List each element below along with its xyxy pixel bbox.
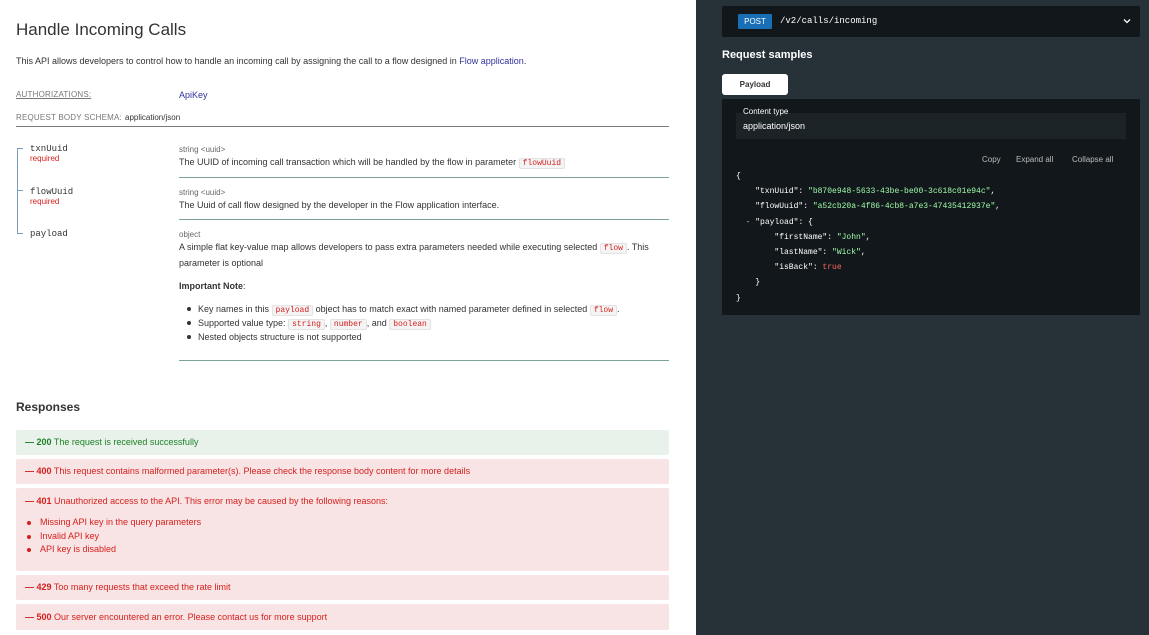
json-string: "John" bbox=[836, 232, 866, 242]
important-note-list bbox=[198, 302, 620, 344]
param-name-txnuuid: txnUuid bbox=[30, 144, 68, 154]
response-code: — 200 bbox=[25, 437, 52, 447]
response-text: Unauthorized access to the API. This error may be caused by the following reasons: bbox=[54, 496, 389, 506]
content-type-value: application/json bbox=[743, 121, 806, 131]
tab-payload[interactable]: Payload bbox=[722, 74, 788, 95]
http-method-badge: POST bbox=[738, 14, 772, 29]
json-brace: } bbox=[755, 278, 761, 288]
list-item bbox=[198, 302, 620, 316]
response-code: — 400 bbox=[25, 466, 52, 476]
list-item bbox=[198, 316, 620, 330]
json-line: "isBack": true bbox=[774, 263, 842, 273]
list-item: Nested objects structure is not supported bbox=[198, 330, 620, 344]
json-line: "firstName": "John", bbox=[774, 232, 871, 242]
required-label: required bbox=[30, 197, 60, 206]
json-string: "b870e948-5633-43be-be00-3c618c01e94c" bbox=[808, 187, 991, 197]
copy-button[interactable]: Copy bbox=[982, 155, 1001, 164]
json-brace: { bbox=[736, 172, 741, 181]
response-code: — 429 bbox=[25, 582, 52, 592]
json-key: "flowUuid" bbox=[755, 202, 804, 212]
response-429[interactable] bbox=[16, 575, 669, 600]
param-description-text: parameter is optional bbox=[179, 258, 264, 268]
json-line bbox=[736, 169, 1000, 184]
inline-code: string bbox=[288, 319, 325, 330]
response-text: Our server encountered an error. Please contact us for more support bbox=[54, 612, 328, 622]
note-text: Key names in this bbox=[198, 304, 272, 314]
param-description bbox=[179, 240, 669, 270]
param-divider bbox=[179, 219, 669, 220]
param-description-text: A simple flat key-value map allows developers to pass extra parameters needed while executing selected bbox=[179, 242, 600, 252]
inline-code: flow bbox=[600, 243, 627, 254]
content-type-label: Content type bbox=[743, 107, 789, 116]
responses-title: Responses bbox=[16, 400, 81, 414]
json-key: "txnUuid" bbox=[755, 187, 799, 197]
response-code: — 500 bbox=[25, 612, 52, 622]
json-key: "lastName" bbox=[774, 248, 823, 258]
json-line: "lastName": "Wick", bbox=[774, 248, 866, 258]
required-label: required bbox=[30, 154, 60, 163]
collapse-all-button[interactable]: Collapse all bbox=[1072, 155, 1114, 164]
response-401-reasons bbox=[40, 516, 201, 557]
json-line: "txnUuid": "b870e948-5633-43be-be00-3c618c01e94c", bbox=[755, 187, 996, 197]
note-text: , bbox=[324, 318, 330, 328]
page-title: Handle Incoming Calls bbox=[16, 20, 187, 39]
json-line: - "payload": { bbox=[745, 217, 813, 227]
request-sample-box bbox=[722, 99, 1140, 315]
response-text: The request is received successfully bbox=[53, 437, 199, 447]
json-boolean: true bbox=[822, 263, 842, 273]
json-key: "firstName" bbox=[774, 232, 828, 242]
param-type: string <uuid> bbox=[179, 188, 226, 197]
json-key: "payload" bbox=[755, 217, 799, 227]
inline-code: flow bbox=[590, 305, 617, 316]
param-description bbox=[179, 155, 669, 171]
note-text: . bbox=[617, 304, 620, 314]
param-description-text: . This bbox=[626, 242, 649, 252]
endpoint-toggle[interactable] bbox=[722, 6, 1140, 37]
response-400[interactable] bbox=[16, 459, 669, 484]
inline-code: payload bbox=[272, 305, 314, 316]
response-500[interactable] bbox=[16, 604, 669, 630]
param-divider bbox=[179, 360, 669, 361]
param-description: The Uuid of call flow designed by the developer in the Flow application interface. bbox=[179, 200, 500, 210]
divider bbox=[16, 126, 669, 127]
response-text: Too many requests that exceed the rate limit bbox=[53, 582, 231, 592]
json-line bbox=[736, 275, 1000, 290]
param-type: string <uuid> bbox=[179, 145, 226, 154]
json-sample bbox=[736, 169, 1000, 306]
response-code: — 401 bbox=[25, 496, 52, 506]
apikey-link[interactable]: ApiKey bbox=[179, 90, 208, 100]
note-text: Supported value type: bbox=[198, 318, 289, 328]
important-note-colon: : bbox=[243, 281, 246, 291]
param-tree-branch bbox=[17, 233, 23, 234]
json-string: "a52cb20a-4f86-4cb8-a7e3-47435412937e" bbox=[812, 202, 996, 212]
param-tree-branch bbox=[17, 148, 23, 149]
response-text: This request contains malformed parameter(s). Please check the response body content for more details bbox=[53, 466, 471, 476]
inline-code: number bbox=[330, 319, 367, 330]
authorizations-label: AUTHORIZATIONS: bbox=[16, 90, 92, 99]
param-description-text: The UUID of incoming call transaction which will be handled by the flow in parameter bbox=[179, 157, 519, 167]
inline-code: boolean bbox=[389, 319, 431, 330]
note-text: , and bbox=[366, 318, 390, 328]
json-string: "Wick" bbox=[832, 248, 861, 258]
list-item: Missing API key in the query parameters bbox=[40, 516, 201, 530]
json-key: "isBack" bbox=[774, 263, 813, 273]
param-type: object bbox=[179, 230, 201, 239]
description-suffix: . bbox=[523, 56, 527, 66]
request-samples-title: Request samples bbox=[722, 49, 813, 61]
json-line: "flowUuid": "a52cb20a-4f86-4cb8-a7e3-47435412937e", bbox=[755, 202, 1001, 212]
param-tree-branch bbox=[17, 190, 23, 191]
json-collapse-toggle[interactable]: - bbox=[745, 217, 751, 227]
note-text: object has to match exact with named parameter defined in selected bbox=[313, 304, 590, 314]
list-item: Invalid API key bbox=[40, 530, 201, 544]
request-body-schema-label: REQUEST BODY SCHEMA: bbox=[16, 113, 122, 122]
json-brace: } bbox=[736, 293, 741, 303]
chevron-down-icon[interactable] bbox=[1122, 16, 1132, 26]
json-line bbox=[736, 291, 1000, 306]
param-divider bbox=[179, 177, 669, 178]
request-body-schema-value: application/json bbox=[125, 113, 181, 122]
samples-panel bbox=[696, 0, 1149, 635]
flow-application-link[interactable]: Flow application bbox=[459, 56, 524, 66]
list-item: API key is disabled bbox=[40, 543, 201, 557]
expand-all-button[interactable]: Expand all bbox=[1016, 155, 1054, 164]
endpoint-path: /v2/calls/incoming bbox=[780, 16, 878, 26]
description-text: This API allows developers to control how to handle an incoming call by assigning the call to a flow designed in bbox=[16, 56, 460, 66]
response-200[interactable] bbox=[16, 430, 669, 455]
operation-description bbox=[16, 56, 526, 66]
inline-code: flowUuid bbox=[519, 158, 565, 169]
important-note-title bbox=[179, 281, 246, 291]
param-name-payload: payload bbox=[30, 229, 68, 239]
important-note-label: Important Note bbox=[179, 281, 243, 291]
param-name-flowuuid: flowUuid bbox=[30, 187, 74, 197]
